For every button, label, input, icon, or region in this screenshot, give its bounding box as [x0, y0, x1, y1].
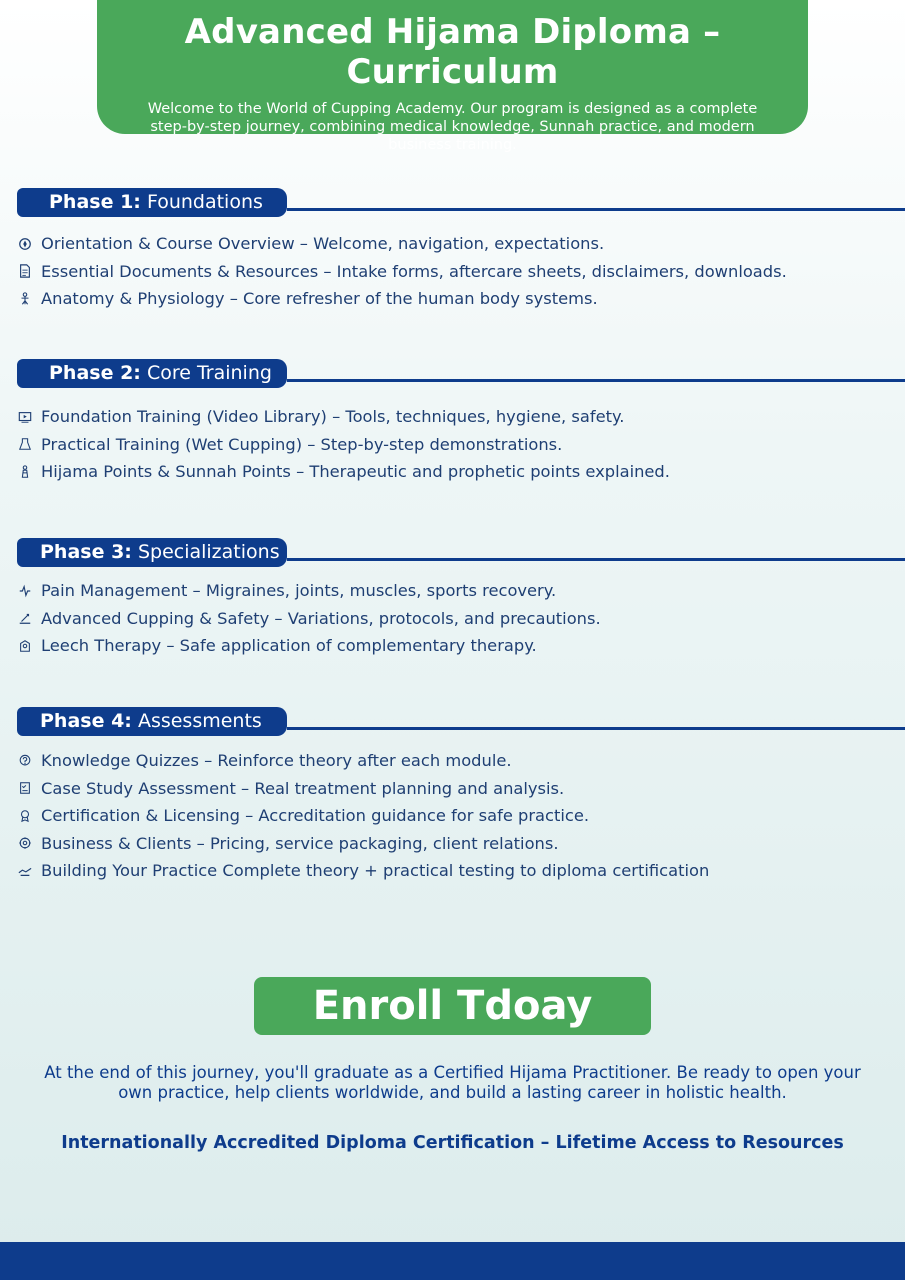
list-item	[17, 747, 897, 775]
item-text: Knowledge Quizzes – Reinforce theory after each module.	[41, 751, 512, 771]
quiz-icon	[17, 753, 33, 769]
phase-1-title: Foundations	[140, 191, 263, 213]
item-text: Hijama Points & Sunnah Points – Therapeutic and prophetic points explained.	[41, 462, 670, 482]
item-text: Orientation & Course Overview – Welcome, navigation, expectations.	[41, 234, 605, 254]
phase-divider	[287, 379, 905, 382]
footer-bar	[0, 1242, 905, 1280]
page-title: Advanced Hijama Diploma – Curriculum	[184, 12, 721, 92]
intro-text: Welcome to the World of Cupping Academy. Our program is designed as a complete step-by-step journey, combining medical knowledge, Sunnah practice, and modern business training.	[147, 101, 758, 153]
leech-icon	[17, 638, 33, 654]
list-item	[17, 857, 897, 885]
list-item	[17, 285, 897, 313]
phase-divider	[287, 727, 905, 730]
list-item	[17, 802, 897, 830]
list-item	[17, 577, 897, 605]
item-text: Building Your Practice Complete theory + practical testing to diploma certification	[41, 861, 710, 881]
compass-icon	[17, 236, 33, 252]
list-item	[17, 632, 897, 660]
item-text: Leech Therapy – Safe application of complementary therapy.	[41, 636, 537, 656]
item-text: Case Study Assessment – Real treatment planning and analysis.	[41, 778, 565, 798]
anatomy-icon	[17, 291, 33, 307]
phase-3-label	[17, 538, 287, 567]
list-item	[17, 458, 897, 486]
phase-2-label	[17, 359, 287, 388]
practice-icon	[17, 863, 33, 879]
document-icon	[17, 263, 33, 279]
item-text: Practical Training (Wet Cupping) – Step-by-step demonstrations.	[41, 434, 563, 454]
list-item	[17, 230, 897, 258]
list-item	[17, 258, 897, 286]
item-text: Certification & Licensing – Accreditation guidance for safe practice.	[41, 806, 590, 826]
video-icon	[17, 409, 33, 425]
item-text: Essential Documents & Resources – Intake forms, aftercare sheets, disclaimers, downloads.	[41, 261, 787, 281]
phase-3-number: Phase 3:	[40, 541, 132, 563]
list-item	[17, 775, 897, 803]
phase-3-title: Specializations	[131, 541, 280, 563]
list-item	[17, 605, 897, 633]
item-text: Advanced Cupping & Safety – Variations, protocols, and precautions.	[41, 608, 601, 628]
cupping-icon	[17, 436, 33, 452]
phase-4-number: Phase 4:	[40, 710, 132, 732]
item-text: Anatomy & Physiology – Core refresher of the human body systems.	[41, 289, 598, 309]
accreditation-text: Internationally Accredited Diploma Certification – Lifetime Access to Resources	[61, 1133, 844, 1153]
phase-2-number: Phase 2:	[49, 362, 141, 384]
phase-1-number: Phase 1:	[49, 191, 141, 213]
list-item	[17, 403, 897, 431]
item-text: Pain Management – Migraines, joints, muscles, sports recovery.	[41, 581, 557, 601]
phase-1-label	[17, 188, 287, 217]
list-item	[17, 431, 897, 459]
item-text: Business & Clients – Pricing, service packaging, client relations.	[41, 833, 559, 853]
phase-4-label	[17, 707, 287, 736]
header-banner	[97, 0, 808, 153]
phase-divider	[287, 208, 905, 211]
list-item	[17, 830, 897, 858]
pain-icon	[17, 583, 33, 599]
safety-icon	[17, 610, 33, 626]
item-text: Foundation Training (Video Library) – Tools, techniques, hygiene, safety.	[41, 407, 625, 427]
body-points-icon	[17, 464, 33, 480]
certificate-icon	[17, 808, 33, 824]
closing-text: At the end of this journey, you'll graduate as a Certified Hijama Practitioner. Be ready to open your own practice, help clients worldwide, and build a lasting career in holistic health.	[44, 1063, 861, 1102]
phase-4-title: Assessments	[131, 710, 262, 732]
case-study-icon	[17, 780, 33, 796]
business-icon	[17, 835, 33, 851]
phase-2-title: Core Training	[140, 362, 272, 384]
phase-divider	[287, 558, 905, 561]
enroll-button[interactable]: Enroll Tdoay	[254, 977, 651, 1035]
